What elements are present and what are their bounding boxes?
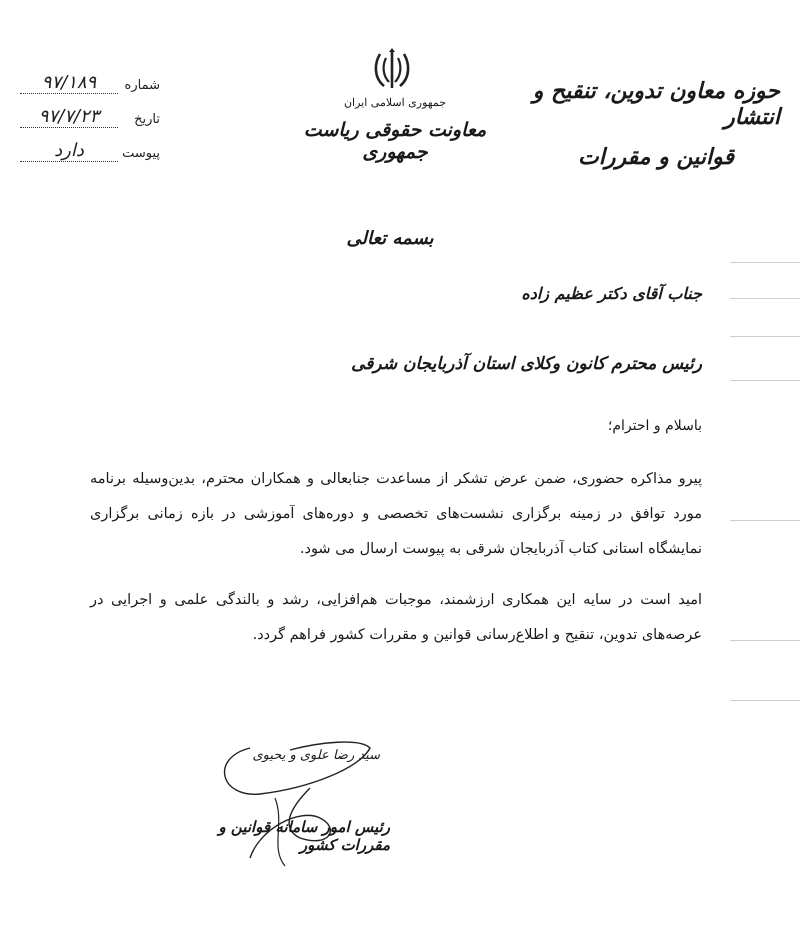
letter-attachment-value: دارد bbox=[20, 140, 118, 162]
letter-number-label: شماره bbox=[124, 78, 160, 93]
iran-emblem-icon bbox=[372, 48, 412, 92]
signatory-title: رئیس امور سامانه قوانین و مقررات کشور bbox=[218, 818, 390, 854]
show-through-line bbox=[730, 520, 800, 521]
greeting: باسلام و احترام؛ bbox=[607, 418, 702, 434]
office-name-line1: حوزه معاون تدوین، تنقیح و انتشار bbox=[532, 78, 780, 130]
show-through-line bbox=[730, 336, 800, 337]
show-through-line bbox=[730, 700, 800, 701]
letter-number-row bbox=[20, 72, 160, 106]
header-right bbox=[520, 78, 780, 170]
show-through-line bbox=[730, 640, 800, 641]
recipient-title: رئیس محترم کانون وکلای استان آذربایجان شرقی bbox=[351, 354, 702, 374]
letter-date-value: ۹۷/۷/۲۳ bbox=[20, 106, 118, 128]
letter-date-row bbox=[20, 106, 160, 140]
bismillah-heading: بسمه تعالی bbox=[346, 228, 434, 249]
country-name: جمهوری اسلامی ایران bbox=[343, 96, 447, 109]
recipient-name: جناب آقای دکتر عظیم زاده bbox=[521, 284, 702, 303]
office-name-line2: قوانین و مقررات bbox=[578, 144, 734, 170]
letter-attachment-row bbox=[20, 140, 160, 174]
signatory-name: سید رضا علوی و یحیوی bbox=[252, 748, 380, 763]
header-center bbox=[280, 96, 510, 163]
letter-body bbox=[90, 462, 702, 669]
department-name: معاونت حقوقی ریاست جمهوری bbox=[303, 119, 487, 163]
letter-number-value: ۹۷/۱۸۹ bbox=[20, 72, 118, 94]
body-paragraph-2: امید است در سایه این همکاری ارزشمند، موجبات هم‌افزایی، رشد و بالندگی علمی و اجرایی در عرصه‌های تدوین، تنقیح و اطلاع‌رسانی قوانین و مقررات کشور فراهم گردد. bbox=[90, 592, 702, 643]
show-through-line bbox=[730, 262, 800, 263]
show-through-line bbox=[730, 380, 800, 381]
letter-date-label: تاریخ bbox=[134, 112, 160, 127]
show-through-line bbox=[730, 298, 800, 299]
letter-attachment-label: پیوست bbox=[122, 146, 160, 161]
letter-metadata bbox=[20, 72, 160, 174]
body-paragraph-1: پیرو مذاکره حضوری، ضمن عرض تشکر از مساعدت جنابعالی و همکاران محترم، بدین‌وسیله برنامه مورد توافق در زمینه برگزاری نشست‌های تخصصی و دوره‌های آموزشی در بازه زمانی برگزاری نمایشگاه استانی کتاب آذربایجان شرقی به پیوست ارسال می شود. bbox=[90, 471, 702, 557]
signature-block bbox=[180, 728, 400, 878]
